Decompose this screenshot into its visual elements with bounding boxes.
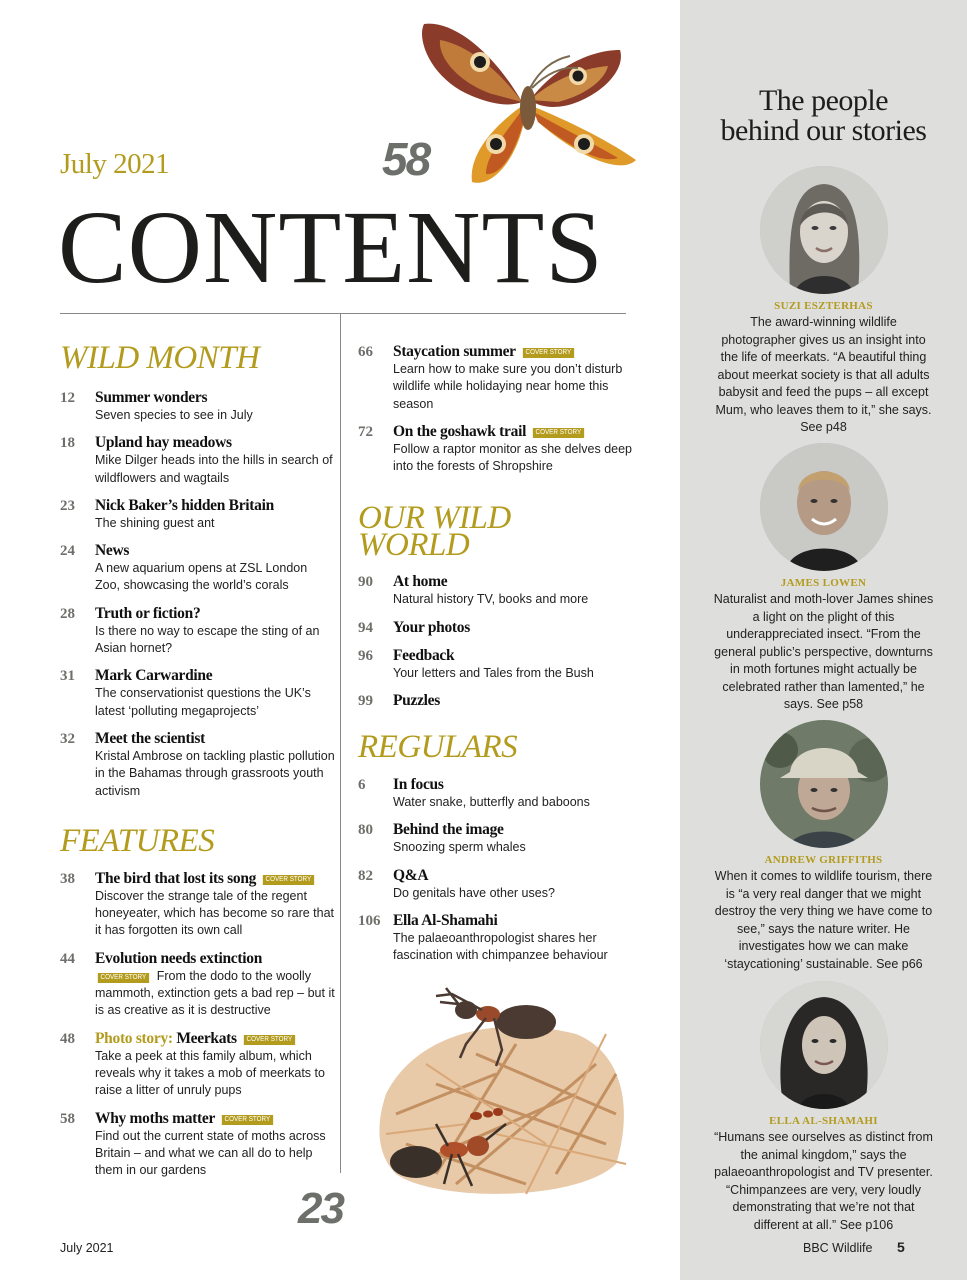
entry-description: The palaeoanthropologist shares her fascination with chimpanzee behaviour — [393, 930, 608, 963]
profile-ella-al-shamahi — [680, 981, 967, 1234]
contents-entry[interactable] — [358, 343, 633, 413]
cover-story-badge: COVER STORY — [523, 348, 574, 358]
cover-story-badge: COVER STORY — [98, 973, 149, 983]
profile-james-lowen — [680, 443, 967, 714]
entry-title: News — [95, 542, 130, 560]
entry-title: The bird that lost its song — [95, 869, 257, 887]
entry-description-row — [95, 968, 335, 1020]
entry-page-number: 32 — [60, 730, 75, 747]
avatar — [760, 166, 888, 294]
contents-entry[interactable] — [60, 605, 335, 658]
contents-entry[interactable] — [358, 647, 633, 682]
ant-page-number: 23 — [298, 1184, 343, 1233]
entry-description: The conservationist questions the UK’s latest ‘polluting megaprojects’ — [95, 686, 311, 718]
entry-page-number: 90 — [358, 574, 373, 591]
contents-entry[interactable] — [60, 870, 335, 940]
left-column — [60, 340, 335, 1179]
entry-page-number: 24 — [60, 543, 75, 560]
footer-date: July 2021 — [60, 1241, 114, 1255]
entry-title: Your photos — [393, 618, 470, 636]
contents-entry[interactable] — [60, 542, 335, 595]
entry-page-number: 82 — [358, 867, 373, 884]
contents-entry[interactable] — [60, 1030, 335, 1100]
entry-description: Discover the strange tale of the regent honeyeater, which has become so rare that it has forgotten its own call — [95, 888, 335, 938]
entry-title: Staycation summer — [393, 343, 516, 360]
entry-page-number: 99 — [358, 693, 373, 710]
footer-publication: BBC Wildlife — [803, 1241, 873, 1255]
contents-entry[interactable] — [60, 950, 335, 1020]
contents-entry[interactable] — [60, 730, 335, 800]
entry-title: Meerkats — [176, 1029, 237, 1047]
contents-entry[interactable] — [60, 389, 335, 424]
right-column — [358, 335, 633, 965]
entry-description: Is there no way to escape the sting of an Asian hornet? — [95, 623, 320, 656]
entry-title-row — [393, 423, 633, 441]
emperor-moth-illustration — [412, 10, 642, 195]
entry-title: In focus — [393, 776, 444, 794]
contents-entry[interactable] — [60, 434, 335, 487]
profile-bio: “Humans see ourselves as distinct from the animal kingdom,” says the palaeoanthropologist and TV presenter. “Chimpanzees are very, very loudly demonstrating that we’re not that different at all.” See p106 — [714, 1130, 933, 1232]
entry-page-number: 44 — [60, 950, 75, 967]
footer-page-number: 5 — [897, 1239, 905, 1255]
entry-description: A new aquarium opens at ZSL London Zoo, showcasing the world’s corals — [95, 561, 308, 593]
cover-story-badge: COVER STORY — [533, 428, 584, 438]
entry-page-number: 31 — [60, 668, 75, 685]
contents-entry[interactable] — [60, 1110, 335, 1180]
contents-entry[interactable] — [358, 821, 633, 856]
avatar — [760, 443, 888, 571]
page-title: CONTENTS — [58, 190, 604, 305]
contents-entry[interactable] — [358, 867, 633, 902]
contents-entry[interactable] — [60, 667, 335, 720]
section-heading-our-wild-world — [358, 500, 633, 564]
entry-description: Do genitals have other uses? — [393, 885, 555, 900]
entry-title: Q&A — [393, 866, 429, 884]
contents-entry[interactable] — [358, 423, 633, 476]
section-heading-wild-month: WILD MONTH — [60, 340, 260, 376]
entry-title: Ella Al-Shamahi — [393, 911, 498, 929]
profile-name: JAMES LOWEN — [780, 577, 867, 589]
entry-title: Meet the scientist — [95, 729, 205, 747]
entry-description: Take a peek at this family album, which reveals why it takes a mob of meerkats to raise a litter of unruly pups — [95, 1048, 325, 1098]
entry-page-number: 106 — [358, 912, 381, 929]
ants-illustration — [376, 974, 634, 1209]
section-heading-line-2: WORLD — [358, 527, 470, 564]
contents-entry[interactable] — [358, 573, 633, 608]
entry-description: Learn how to make sure you don’t disturb wildlife while holidaying near home this season — [393, 362, 623, 411]
avatar — [760, 720, 888, 848]
entry-title-row — [95, 1110, 335, 1128]
entry-title: Feedback — [393, 646, 455, 664]
entry-description: Natural history TV, books and more — [393, 592, 589, 607]
entry-description: Find out the current state of moths across Britain – and what we can all do to help them in our gardens — [95, 1128, 326, 1178]
entry-page-number: 23 — [60, 497, 75, 514]
entry-description: Follow a raptor monitor as she delves deep into the forests of Shropshire — [393, 441, 633, 474]
contents-entry[interactable] — [358, 619, 633, 637]
profile-suzi-eszterhas — [680, 166, 967, 437]
entry-description: Mike Dilger heads into the hills in search of wildflowers and wagtails — [95, 453, 333, 485]
entry-title: Mark Carwardine — [95, 667, 213, 685]
contents-entry[interactable] — [358, 912, 633, 965]
sidebar-title-line-2: behind our stories — [720, 114, 927, 147]
section-heading-regulars: REGULARS — [358, 729, 518, 766]
cover-story-badge: COVER STORY — [244, 1035, 295, 1045]
moth-page-number: 58 — [382, 133, 430, 185]
cover-story-badge: COVER STORY — [222, 1115, 273, 1125]
horizontal-divider — [60, 313, 626, 314]
entry-page-number: 18 — [60, 435, 75, 452]
profile-bio: The award-winning wildlife photographer gives us an insight into the life of meerkats. “A beautiful thing about meerkat society is that all adults babysit and feed the pups – all except Mum, who leaves them to it,” she says. See p48 — [715, 315, 932, 434]
column-divider — [340, 313, 341, 1173]
entry-title: At home — [393, 573, 448, 591]
entry-title: Nick Baker’s hidden Britain — [95, 496, 274, 514]
entry-page-number: 48 — [60, 1030, 75, 1047]
entry-page-number: 80 — [358, 822, 373, 839]
entry-description: Snoozing sperm whales — [393, 840, 526, 855]
entry-title: Why moths matter — [95, 1109, 216, 1127]
entry-page-number: 96 — [358, 647, 373, 664]
entry-description: Water snake, butterfly and baboons — [393, 795, 590, 810]
entry-title: Puzzles — [393, 692, 440, 710]
section-heading-features: FEATURES — [60, 822, 215, 859]
profile-bio: When it comes to wildlife tourism, there is “a very real danger that we might destroy the very thing we have come to see,” says the nature writer. He investigates how we can make ‘staycationing’ sustainable. See p66 — [714, 869, 933, 971]
issue-month: July 2021 — [60, 148, 170, 180]
sidebar-title-line-1: The people — [758, 84, 889, 117]
entry-title-row — [95, 1030, 335, 1048]
entry-description: The shining guest ant — [95, 515, 215, 530]
entry-page-number: 28 — [60, 605, 75, 622]
entry-description: Kristal Ambrose on tackling plastic pollution in the Bahamas through grassroots youth activism — [95, 748, 335, 798]
contents-entry[interactable] — [358, 692, 633, 710]
entry-page-number: 6 — [358, 777, 366, 794]
profile-name: SUZI ESZTERHAS — [774, 300, 873, 312]
entry-title: Upland hay meadows — [95, 434, 232, 452]
entry-page-number: 38 — [60, 870, 75, 887]
profile-bio: Naturalist and moth-lover James shines a light on the plight of this underappreciated insect. “From the general public’s perspective, downturns in moth fortunes might actually be celebrated rather than lamented,” he says. See p58 — [713, 592, 934, 711]
profile-andrew-griffiths — [680, 720, 967, 973]
avatar — [760, 981, 888, 1109]
entry-title: Evolution needs extinction — [95, 949, 263, 967]
entry-description: Seven species to see in July — [95, 408, 253, 422]
contributors-sidebar — [680, 0, 967, 1280]
profile-name: ANDREW GRIFFITHS — [764, 854, 883, 866]
entry-title-row — [393, 343, 633, 361]
entry-page-number: 94 — [358, 619, 373, 636]
contents-entry[interactable] — [60, 497, 335, 532]
contents-entry[interactable] — [358, 776, 633, 811]
entry-page-number: 66 — [358, 344, 373, 360]
entry-title: Summer wonders — [95, 389, 208, 406]
sidebar-title — [680, 86, 967, 146]
entry-title: Behind the image — [393, 821, 504, 839]
entry-description: From the dodo to the woolly mammoth, extinction gets a bad rep – but it is as creative as it is destructive — [95, 968, 335, 1018]
entry-page-number: 58 — [60, 1110, 75, 1127]
entry-title: Truth or fiction? — [95, 604, 201, 622]
entry-description: Your letters and Tales from the Bush — [393, 665, 594, 680]
entry-title-row — [95, 870, 335, 888]
entry-page-number: 12 — [60, 390, 75, 406]
profile-name: ELLA AL-SHAMAHI — [769, 1115, 878, 1127]
cover-story-badge: COVER STORY — [263, 875, 314, 885]
entry-title-accent: Photo story: — [95, 1029, 173, 1047]
entry-title: On the goshawk trail — [393, 422, 527, 440]
entry-page-number: 72 — [358, 423, 373, 440]
section-heading-line-1: OUR WILD — [358, 500, 511, 537]
